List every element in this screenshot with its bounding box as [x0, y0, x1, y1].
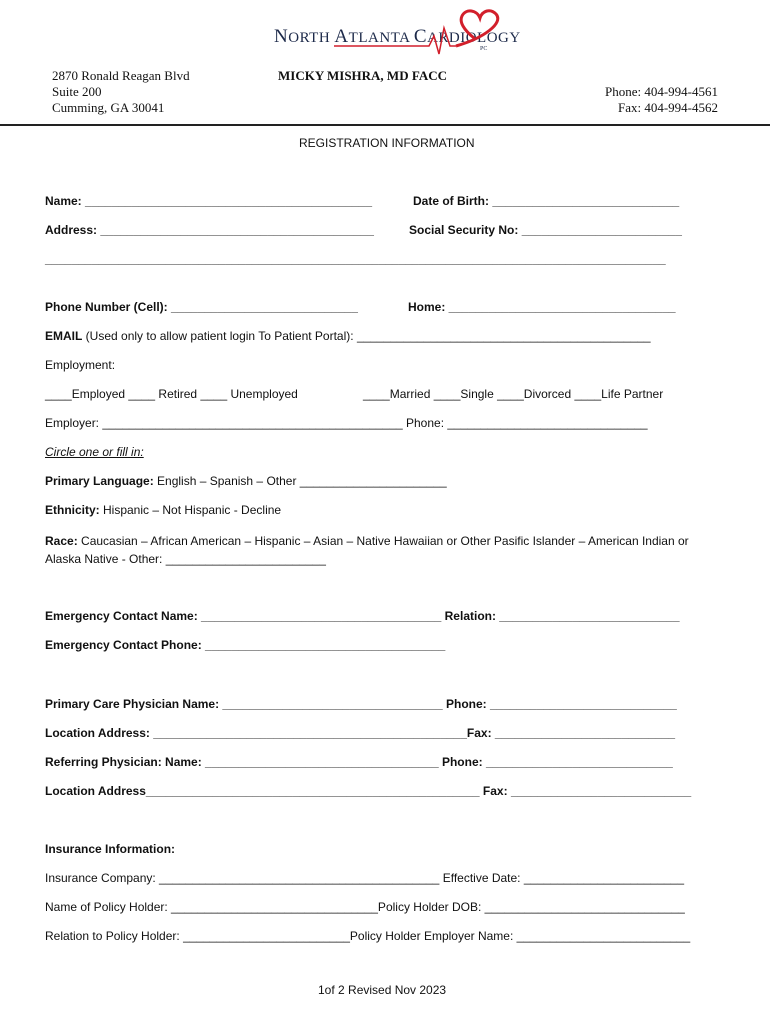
- race-label: Race:: [45, 534, 78, 548]
- logo-suffix: PC: [480, 46, 488, 52]
- email-field[interactable]: [45, 329, 651, 343]
- relation-holder-field[interactable]: Relation to Policy Holder: _________________________Policy Holder Employer Name: __________________________: [45, 929, 691, 943]
- location-address2-field[interactable]: Location Address__________________________________________________ Fax: ___________________________: [45, 784, 692, 798]
- language-label: Primary Language:: [45, 474, 154, 488]
- insurance-title: Insurance Information:: [45, 842, 176, 856]
- policy-holder-field[interactable]: Name of Policy Holder: _______________________________Policy Holder DOB: ______________________________: [45, 900, 685, 914]
- cell-phone-field[interactable]: Phone Number (Cell): ____________________________: [45, 300, 358, 314]
- email-label: EMAIL: [45, 329, 83, 343]
- employer-field[interactable]: Employer: _____________________________________________ Phone: ______________________________: [45, 416, 648, 430]
- referring-physician-field[interactable]: Referring Physician: Name: ___________________________________ Phone: ____________________________: [45, 755, 673, 769]
- dob-field[interactable]: Date of Birth: ____________________________: [413, 194, 680, 208]
- form-title: REGISTRATION INFORMATION: [299, 136, 475, 150]
- heart-ekg-icon: [334, 8, 504, 58]
- address-line2-field[interactable]: _____________________________________________________________________________________________: [45, 252, 666, 266]
- emergency-contact-field[interactable]: Emergency Contact Name: ____________________________________ Relation: ___________________________: [45, 609, 680, 623]
- address-field[interactable]: Address: _________________________________________: [45, 223, 374, 237]
- circle-instruction: Circle one or fill in:: [45, 445, 144, 459]
- phone-number: Phone: 404-994-4561: [604, 84, 718, 99]
- logo-word: ORTH: [288, 30, 331, 46]
- language-field[interactable]: [45, 474, 447, 488]
- page-footer: 1of 2 Revised Nov 2023: [318, 983, 447, 997]
- marital-status[interactable]: ____Married ____Single ____Divorced ____Life Partner: [363, 387, 664, 401]
- ssn-field[interactable]: Social Security No: ________________________: [409, 223, 682, 237]
- emergency-phone-field[interactable]: Emergency Contact Phone: ____________________________________: [45, 638, 446, 652]
- logo: [274, 8, 521, 58]
- ethnicity-options: Hispanic – Not Hispanic - Decline: [99, 503, 282, 517]
- fax-number: Fax: 404-994-4562: [617, 100, 718, 115]
- race-field[interactable]: [45, 532, 689, 568]
- location-address-field[interactable]: Location Address: _______________________________________________Fax: ___________________________: [45, 726, 676, 740]
- header-address: [52, 68, 190, 116]
- employment-status[interactable]: ____Employed ____ Retired ____ Unemployed: [45, 387, 298, 401]
- ethnicity-field[interactable]: [45, 503, 281, 517]
- race-options: Caucasian – African American – Hispanic – Asian – Native Hawaiian or Other Pasific Islander – American Indian or: [77, 534, 689, 548]
- insurance-company-field[interactable]: Insurance Company: __________________________________________ Effective Date: ________________________: [45, 871, 685, 885]
- address-line: Suite 200: [52, 84, 102, 99]
- logo-letter: C: [413, 26, 428, 47]
- pcp-field[interactable]: Primary Care Physician Name: _________________________________ Phone: ____________________________: [45, 697, 677, 711]
- contact-block: [605, 84, 718, 116]
- address-line: 2870 Ronald Reagan Blvd: [52, 68, 190, 83]
- ethnicity-label: Ethnicity:: [45, 503, 100, 517]
- logo-word: ARDIOLOGY: [427, 30, 521, 46]
- race-options-line2: Alaska Native - Other: ________________________: [45, 552, 326, 566]
- logo-word: TLANTA: [348, 30, 410, 46]
- email-text: (Used only to allow patient login To Patient Portal): ____________________________________________: [82, 329, 651, 343]
- logo-letter: A: [334, 26, 349, 47]
- header-divider: [0, 124, 770, 126]
- employment-label: Employment:: [45, 358, 116, 372]
- logo-letter: N: [274, 26, 289, 47]
- doctor-name: MICKY MISHRA, MD FACC: [278, 68, 447, 83]
- home-phone-field[interactable]: Home: __________________________________: [408, 300, 676, 314]
- address-line: Cumming, GA 30041: [52, 100, 165, 115]
- name-field[interactable]: Name: ___________________________________________: [45, 194, 372, 208]
- language-options: English – Spanish – Other ______________________: [153, 474, 447, 488]
